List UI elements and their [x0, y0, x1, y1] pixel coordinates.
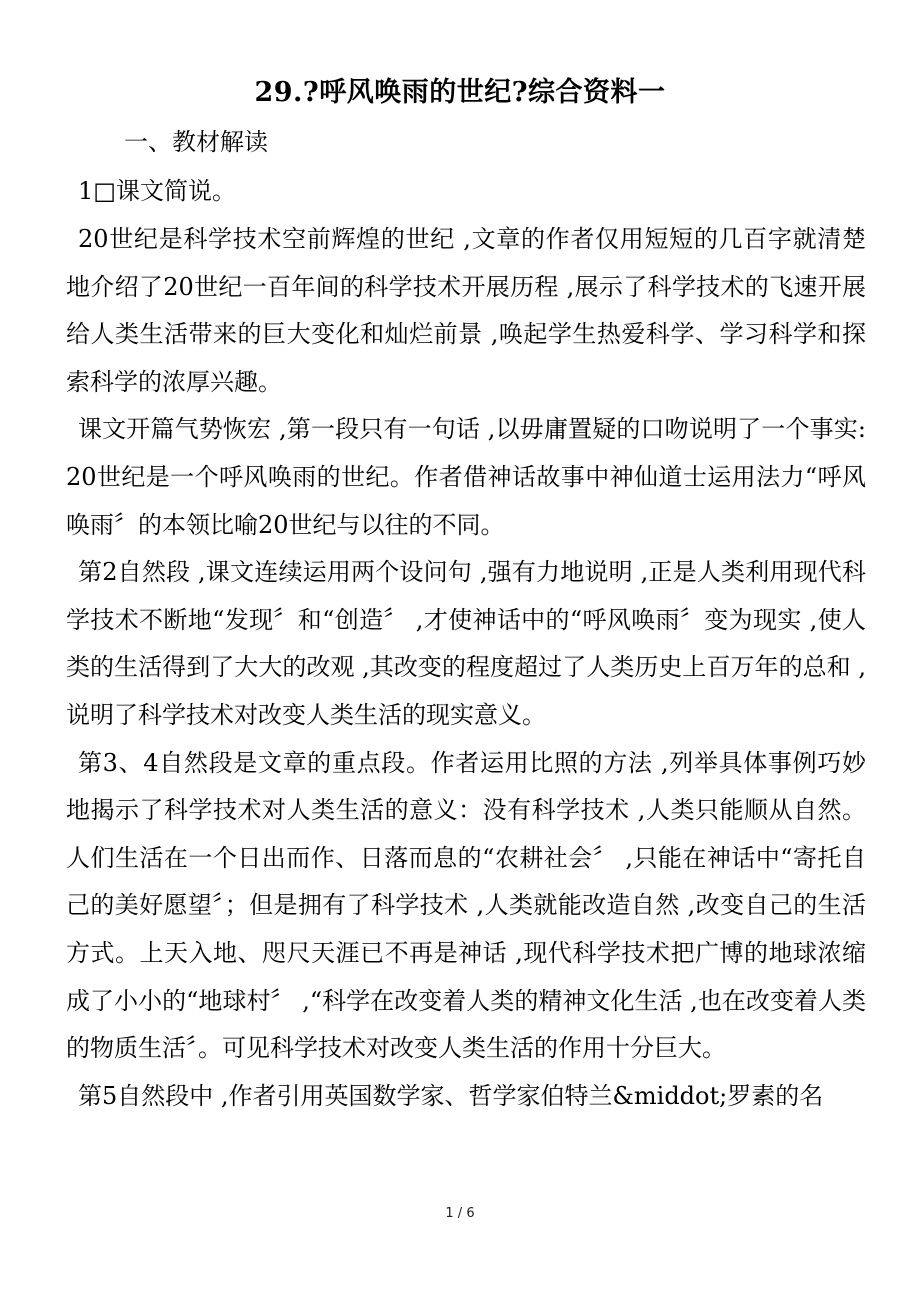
paragraph: 第5自然段中 ,作者引用英国数学家、哲学家伯特兰&middot;罗素的名 — [78, 1081, 824, 1110]
paragraph: 第3、4自然段是文章的重点段。作者运用比照的方法 ,列举具体事例巧妙地揭示了科学技术对人类生活的意义：没有科学技术 ,人类只能顺从自然。人们生活在一个日出而作、日落而息的“农耕社会〞 ,只能在神话中“寄托自己的美好愿望〞；但是拥有了科学技术 ,人类就能改造自然 ,改变自己的生活方式。上天入地、咫尺天涯已不再是神话 ,现代科学技术把广博的地球浓缩成了小小的“地球村〞 ,“科学在改变着人类的精神文化生活 ,也在改变着人类的物质生活〞。可见科学技术对改变人类生活的作用十分巨大。 — [66, 748, 866, 1063]
section-heading: 一、教材解读 — [124, 128, 268, 156]
subheading: 1□课文简说。 — [78, 177, 236, 205]
page-number: 1 / 6 — [445, 1206, 475, 1221]
paragraph: 第2自然段 ,课文连续运用两个设问句 ,强有力地说明 ,正是人类利用现代科学技术不断地“发现〞和“创造〞 ,才使神话中的“呼风唤雨〞变为现实 ,使人类的生活得到了大大的改观 ,其改变的程度超过了人类历史上百万年的总和 ,说明了科学技术对改变人类生活的现实意义。 — [66, 558, 866, 729]
body-text — [66, 216, 866, 1120]
paragraph: 20世纪是科学技术空前辉煌的世纪 ,文章的作者仅用短短的几百字就清楚地介绍了20世纪一百年间的科学技术开展历程 ,展示了科学技术的飞速开展给人类生活带来的巨大变化和灿烂前景 ,唤起学生热爱科学、学习科学和探索科学的浓厚兴趣。 — [66, 225, 866, 396]
paragraph: 课文开篇气势恢宏 ,第一段只有一句话 ,以毋庸置疑的口吻说明了一个事实: 20世纪是一个呼风唤雨的世纪。作者借神话故事中神仙道士运用法力“呼风唤雨〞的本领比喻20世纪与以往的不同。 — [66, 415, 866, 539]
document-title: 29.?呼风唤雨的世纪?综合资料一 — [254, 77, 666, 108]
